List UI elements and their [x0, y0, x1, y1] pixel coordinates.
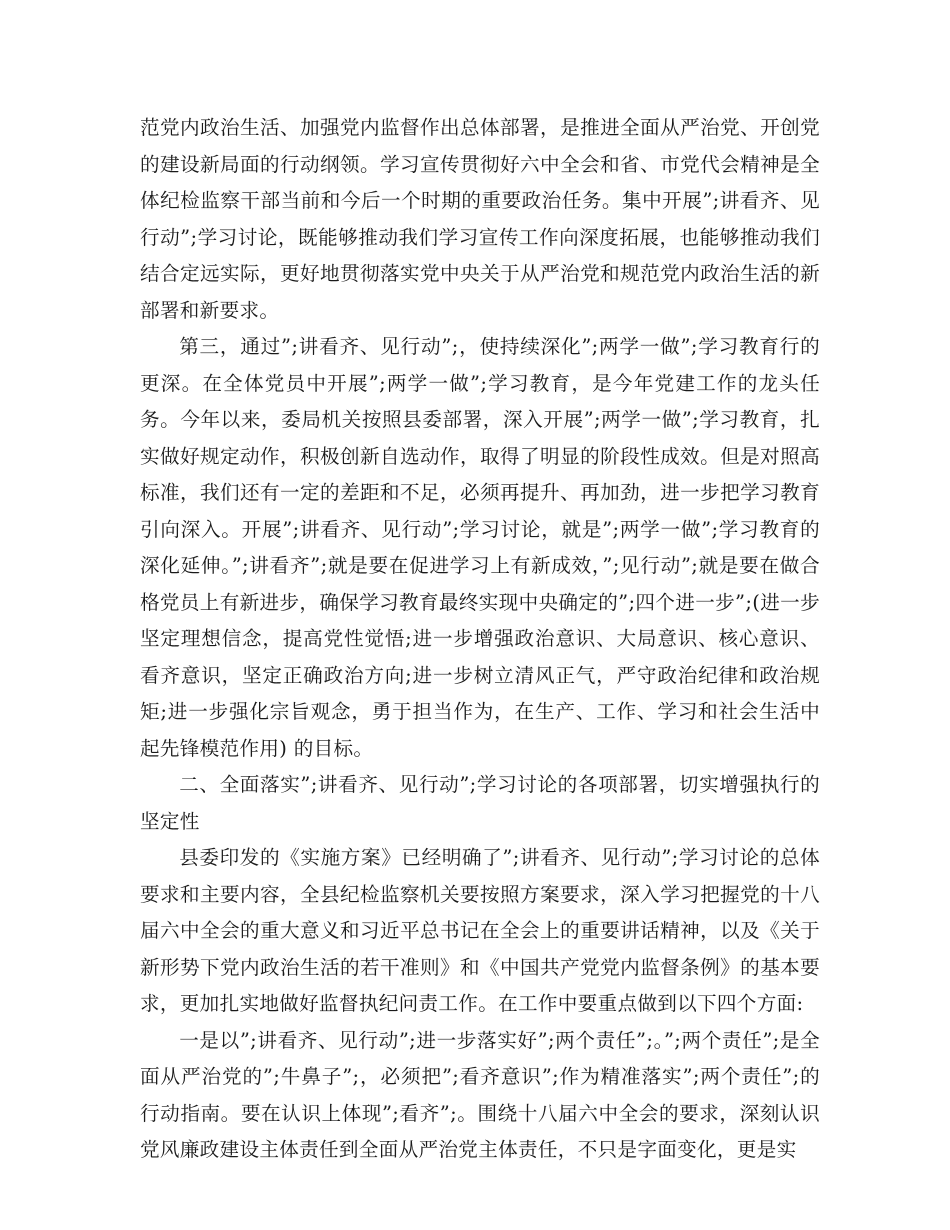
paragraph-2: 第三，通过”;讲看齐、见行动”;，使持续深化”;两学一做”;学习教育行的更深。在全体党员中开展”;两学一做”;学习教育，是今年党建工作的龙头任务。今年以来，委局机关按照县委部署，深入开展”;两学一做”;学习教育，扎实做好规定动作，积极创新自选动作，取得了明显的阶段性成效。但是对照高标准，我们还有一定的差距和不足，必须再提升、再加劲，进一步把学习教育引向深入。开展”;讲看齐、见行动”;学习讨论，就是”;两学一做”;学习教育的深化延伸。”;讲看齐”;就是要在促进学习上有新成效，”;见行动”;就是要在做合格党员上有新进步，确保学习教育最终实现中央确定的”;四个进一步”;(进一步坚定理想信念，提高党性觉悟;进一步增强政治意识、大局意识、核心意识、看齐意识，坚定正确政治方向;进一步树立清风正气，严守政治纪律和政治规矩;进一步强化宗旨观念，勇于担当作为，在生产、工作、学习和社会生活中起先锋模范作用) 的目标。	[140, 335, 820, 760]
document-body	[140, 110, 820, 1169]
paragraph-3: 县委印发的《实施方案》已经明确了”;讲看齐、见行动”;学习讨论的总体要求和主要内容，全县纪检监察机关要按照方案要求，深入学习把握党的十八届六中全会的重大意义和习近平总书记在全会上的重要讲话精神，以及《关于新形势下党内政治生活的若干准则》和《中国共产党党内监督条例》的基本要求，更加扎实地做好监督执纪问责工作。在工作中要重点做到以下四个方面:	[140, 846, 820, 1015]
paragraph-1: 范党内政治生活、加强党内监督作出总体部署，是推进全面从严治党、开创党的建设新局面的行动纲领。学习宣传贯彻好六中全会和省、市党代会精神是全体纪检监察干部当前和今后一个时期的重要政治任务。集中开展”;讲看齐、见行动”;学习讨论，既能够推动我们学习宣传工作向深度拓展，也能够推动我们结合定远实际，更好地贯彻落实党中央关于从严治党和规范党内政治生活的新部署和新要求。	[140, 116, 820, 322]
section-heading: 二、全面落实”;讲看齐、见行动”;学习讨论的各项部署，切实增强执行的坚定性	[140, 773, 820, 833]
paragraph-4: 一是以”;讲看齐、见行动”;进一步落实好”;两个责任”;。”;两个责任”;是全面从严治党的”;牛鼻子”;，必须把”;看齐意识”;作为精准落实”;两个责任”;的行动指南。要在认识上体现”;看齐”;。围绕十八届六中全会的要求，深刻认识党风廉政建设主体责任到全面从严治党主体责任，不只是字面变化，更是实	[140, 1028, 820, 1161]
